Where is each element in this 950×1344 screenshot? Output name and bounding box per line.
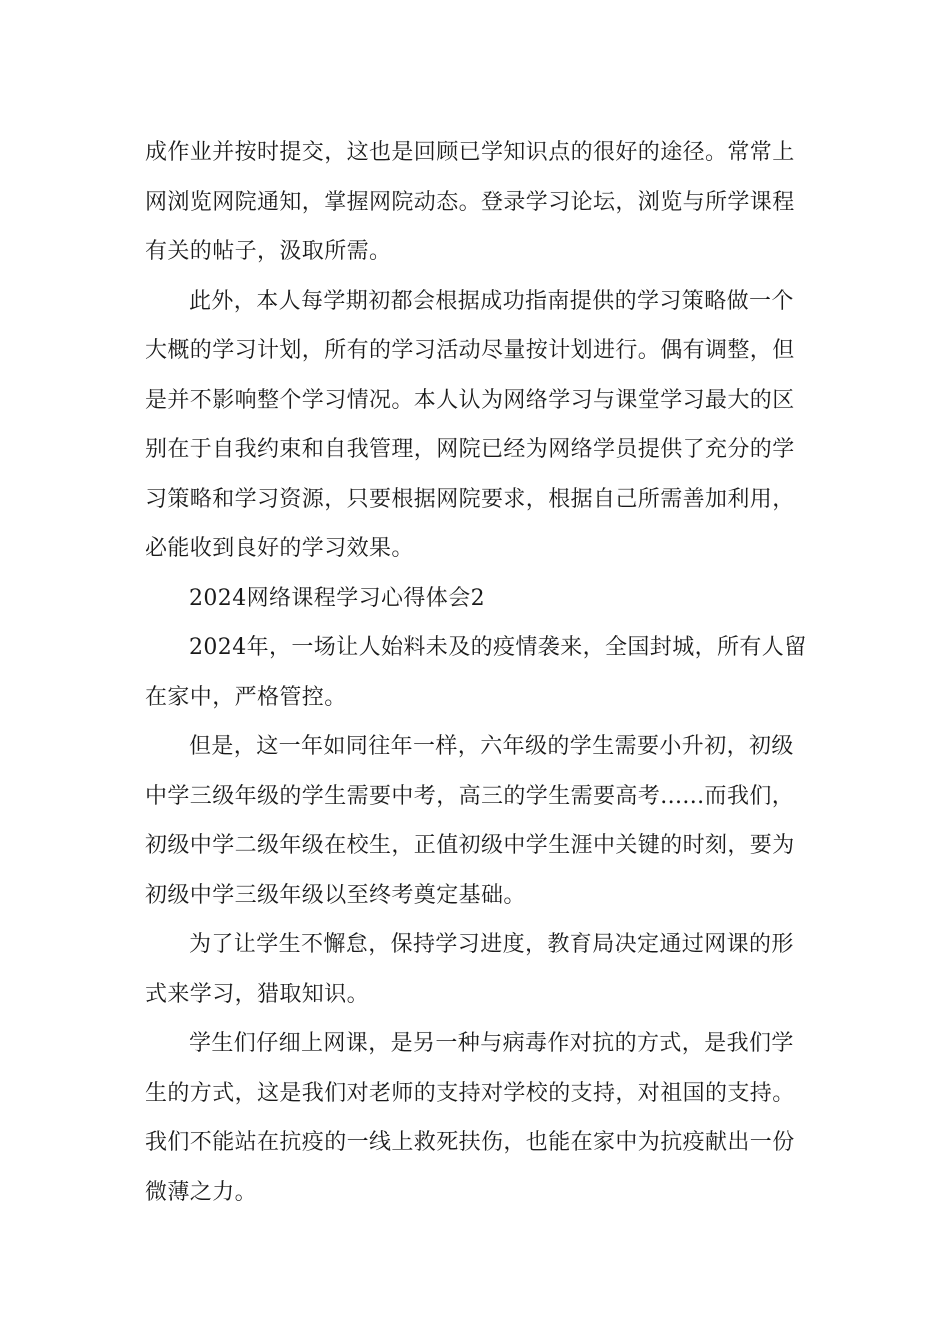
paragraph-exam-year: 但是，这一年如同往年一样，六年级的学生需要小升初，初级中学三级年级的学生需要中考，高三的学生需要高考......而我们，初级中学二级年级在校生，正值初级中学生涯中关键的时刻，要为初级中学三级年级以至终考奠定基础。 [145,734,795,908]
paragraph-continued-homework: 成作业并按时提交，这也是回顾已学知识点的很好的途径。常常上网浏览网院通知，掌握网院动态。登录学习论坛，浏览与所学课程有关的帖子，汲取所需。 [145,140,795,264]
paragraph-study-plan: 此外，本人每学期初都会根据成功指南提供的学习策略做一个大概的学习计划，所有的学习活动尽量按计划进行。偶有调整，但是并不影响整个学习情况。本人认为网络学习与课堂学习最大的区别在于自我约束和自我管理，网院已经为网络学员提供了充分的学习策略和学习资源，只要根据网院要求，根据自己所需善加利用，必能收到良好的学习效果。 [145,288,795,561]
paragraph-online-classes-decision: 为了让学生不懈怠，保持学习进度，教育局决定通过网课的形式来学习，猎取知识。 [145,932,794,1007]
paragraph-pandemic-intro: 2024年，一场让人始料未及的疫情袭来，全国封城，所有人留在家中，严格管控。 [145,635,807,710]
document-body [145,128,810,1217]
paragraph-student-support: 学生们仔细上网课，是另一种与病毒作对抗的方式，是我们学生的方式，这是我们对老师的支持对学校的支持，对祖国的支持。我们不能站在抗疫的一线上救死扶伤，也能在家中为抗疫献出一份微薄之力。 [145,1031,795,1205]
section-heading: 2024网络课程学习心得体会2 [189,585,485,611]
